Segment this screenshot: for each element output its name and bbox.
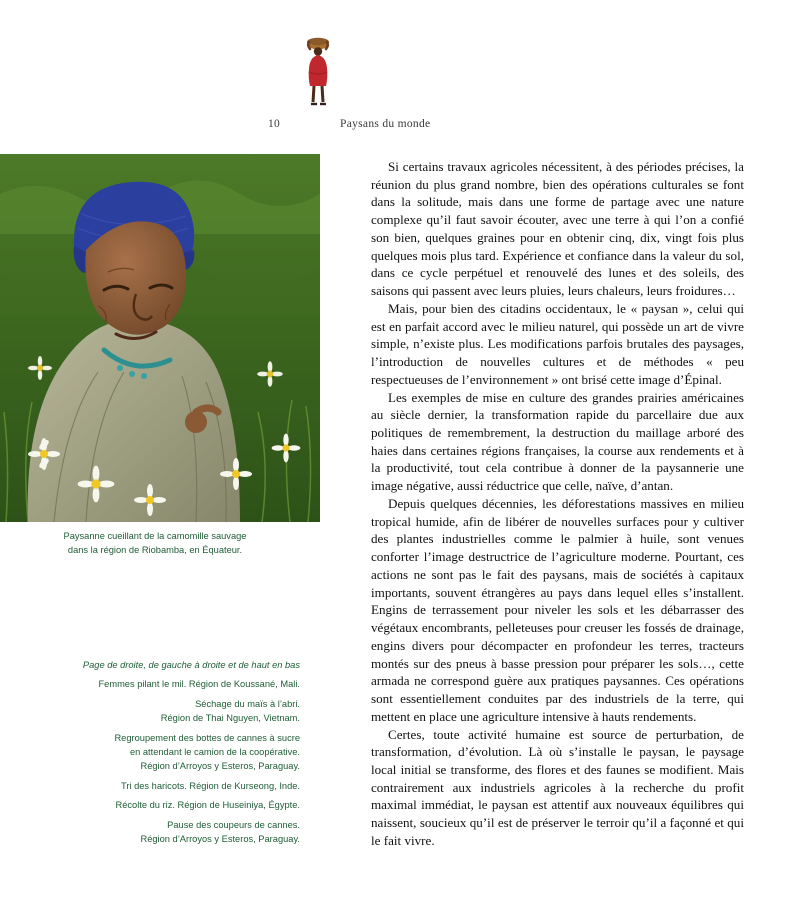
facing-page-credits	[0, 658, 300, 846]
credit-item: Regroupement des bottes de cannes à sucre en attendant le camion de la coopérative. Région d’Arroyos y Esteros, Paraguay.	[114, 732, 300, 772]
running-head: Paysans du monde	[340, 118, 431, 130]
credit-item: Séchage du maïs à l’abri. Région de Thai Nguyen, Vietnam.	[160, 698, 300, 724]
page-header	[0, 36, 800, 130]
photo-caption	[10, 530, 300, 558]
body-text-column	[371, 158, 744, 850]
credit-item: Récolte du riz. Région de Huseiniya, Égypte.	[115, 800, 300, 811]
credit-item: Tri des haricots. Région de Kurseong, Inde.	[121, 780, 300, 791]
body-paragraph: Les exemples de mise en culture des grandes prairies américaines au siècle dernier, la transformation rapide du parcellaire due aux politiques de remembrement, la destruction du maillage arboré des haies dans certaines régions françaises, la course aux rendements et à la productivité, tout cela contribue à donner de la paysannerie une image négative, aussi réductrice que celle, naïve, d’antan.	[371, 389, 744, 494]
photo-caption-line2: dans la région de Riobamba, en Équateur.	[67, 544, 243, 555]
body-paragraph: Si certains travaux agricoles nécessitent, à des périodes précises, la réunion du plus grand nombre, bien des opérations culturales se font dans la solitude, mais dans une forme de partage avec une nature complexe qu’il faut savoir écouter, avec une terre à qui l’on a confié son bien, quelques graines pour en obtenir cinq, dix, vingt fois plus quelques mois plus tard. Expérience et confiance dans la valeur du sol, dans ce cycle perpétuel et renouvelé des lunes et des soleils, des saisons qui passent avec leurs pluies, leurs chaleurs, leurs froidures…	[371, 159, 744, 299]
credit-item: Pause des coupeurs de cannes. Région d’Arroyos y Esteros, Paraguay.	[140, 819, 300, 845]
woman-carrying-basket-icon	[296, 36, 340, 114]
body-paragraph: Depuis quelques décennies, les déforestations massives en milieu tropical humide, afin de libérer de nouvelles surfaces pour y cultiver des plantes industrielles comme le palmier à huile, sont venues conforter l’image destructrice de l’agriculture moderne. Pourtant, ces actions ne sont pas le fait des paysans, mais de sociétés à capitaux importants, souvent étrangères au pays dans lequel elles s’installent. Engins de terrassement pour niveler les sols et les débarrasser des végétaux encombrants, pelleteuses pour creuser les fossés de drainage, engins divers pour décompacter en profondeur les terres, tracteurs montés sur des pneus à basse pression pour préparer les sols…, cette armada ne correspond guère aux pratiques paysannes. Ces opérations sont essentiellement conduites par des industriels de la terre, qui mettent en place une agriculture intensive à hauts rendements.	[371, 495, 744, 724]
credit-item: Femmes pilant le mil. Région de Koussané, Mali.	[98, 679, 300, 690]
woman-picking-chamomile-photo	[0, 154, 320, 522]
photo-caption-line1: Paysanne cueillant de la camomille sauvage	[63, 531, 247, 541]
page-number: 10	[268, 118, 280, 130]
left-column	[0, 154, 320, 845]
credits-lead: Page de droite, de gauche à droite et de haut en bas	[82, 660, 300, 670]
body-paragraph: Certes, toute activité humaine est source de perturbation, de transformation, d’évolution. Là où s’installe le paysan, le paysage local initial se transforme, des flores et des faunes se modifient. Mais contrairement aux industriels agricoles à la recherche du profit maximal immédiat, le paysan est attentif aux nouveaux équilibres qui naissent, soucieux qu’il est de préserver le terroir qu’il a façonné et qui le fait vivre.	[371, 726, 744, 848]
body-paragraph: Mais, pour bien des citadins occidentaux, le « paysan », celui qui est en parfait accord avec le milieu naturel, qui possède un art de vivre simple, n’existe plus. Les modifications parfois brutales des paysages, l’introduction de nouvelles cultures et de méthodes « peu respectueuses de l’environnement » ont brisé cette image d’Épinal.	[371, 300, 744, 387]
